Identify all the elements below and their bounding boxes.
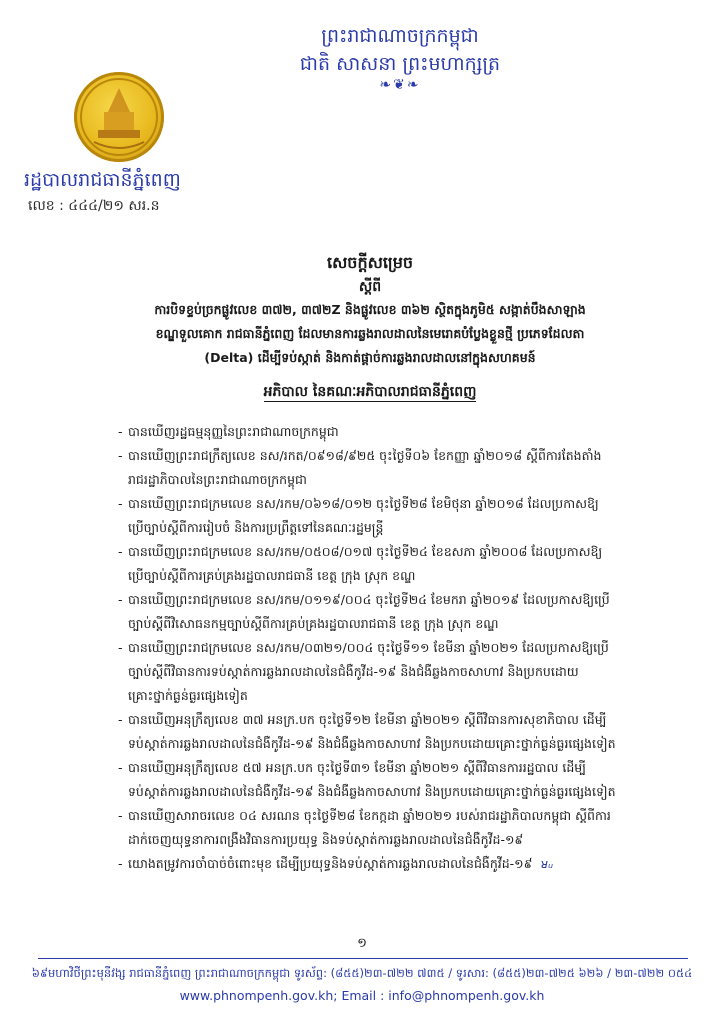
reference-line: បានឃើញព្រះរាជក្រមលេខ នស/រកម/០១១៩/០០៤ ចុះថ្ងៃទី២៤ ខែមករា ឆ្នាំ២០១៩ ដែលប្រកាសឱ្យប្រើ [128, 592, 610, 607]
reference-line: បានឃើញព្រះរាជក្រមលេខ នស/រកម/០៦១៨/០១២ ចុះថ្ងៃទី២៨ ខែមិថុនា ឆ្នាំ២០១៨ ដែលប្រកាសឱ្យ [128, 496, 599, 511]
reference-line: បានឃើញព្រះរាជក្រឹត្យលេខ នស/រកត/០៩១៨/៩២៥ ចុះថ្ងៃទី០៦ ខែកញ្ញា ឆ្នាំ២០១៨ ស្ដីពីការតែងតាំង [128, 448, 602, 463]
reference-item: - បានឃើញព្រះរាជក្រឹត្យលេខ នស/រកត/០៩១៨/៩២៥ ចុះថ្ងៃទី០៦ ខែកញ្ញា ឆ្នាំ២០១៨ ស្ដីពីការតែងតាំង រាជរដ្ឋាភិបាលនៃព្រះរាជាណាចក្រកម្ពុជា [118, 444, 693, 492]
footer-divider [38, 958, 688, 959]
reference-item: - បានឃើញរដ្ឋធម្មនុញ្ញនៃព្រះរាជាណាចក្រកម្ពុជា [118, 420, 693, 444]
reference-line: បានឃើញអនុក្រឹត្យលេខ ៣៧ អនក្រ.បក ចុះថ្ងៃទី១២ ខែមីនា ឆ្នាំ២០២១ ស្ដីពីវិធានការសុខាភិបាល ដើម្បី [128, 712, 607, 727]
reference-label: លេខ : [28, 198, 64, 214]
subject-line: (Delta) ដើម្បីទប់ស្កាត់ និងកាត់ផ្ដាច់ការឆ្លងរាលដាលនៅក្នុងសហគមន៍ [204, 350, 536, 365]
reference-line: បានឃើញសារាចរលេខ ០៤ សរណន ចុះថ្ងៃទី២៨ ខែកក្កដា ឆ្នាំ២០២១ របស់រាជរដ្ឋាភិបាលកម្ពុជា ស្ដីពីការ [128, 808, 611, 823]
subject-line: ខណ្ឌទួលគោក រាជធានីភ្នំពេញ ដែលមានការឆ្លងរាលដាលនៃមេរោគបំប្លែងខ្លួនថ្មី ប្រភេទដែលតា [155, 326, 585, 341]
reference-line: គ្រោះថ្នាក់ធ្ងន់ធ្ងរផ្សេងទៀត [128, 688, 248, 703]
governor-heading [60, 382, 680, 403]
initial-signature-mark: ᴚᵤ [540, 856, 554, 871]
reference-item: - បានឃើញសារាចរលេខ ០៤ សរណន ចុះថ្ងៃទី២៨ ខែកក្កដា ឆ្នាំ២០២១ របស់រាជរដ្ឋាភិបាលកម្ពុជា ស្ដីពីការ ដាក់ចេញយុទ្ធនាការពង្រឹងវិធានការប្រយុទ្ធ និងទប់ស្កាត់ការឆ្លងរាលដាលនៃជំងឺកូវីដ-១៩ [118, 804, 693, 852]
reference-line: ច្បាប់ស្ដីពីវិសោធនកម្មច្បាប់ស្ដីពីការគ្រប់គ្រងរដ្ឋបាលរាជធានី ខេត្ត ក្រុង ស្រុក ខណ្ឌ [128, 616, 499, 631]
kingdom-header [250, 22, 550, 92]
reference-value: ៤៤៤/២១ សរ.ន [68, 198, 160, 214]
reference-line-text: យោងតម្រូវការចាំបាច់ចំពោះមុខ ដើម្បីប្រយុទ្ធនិងទប់ស្កាត់ការឆ្លងរាលដាលនៃជំងឺកូវីដ-១៩ [128, 856, 533, 871]
reference-number [28, 196, 160, 217]
issuer-name: រដ្ឋបាលរាជធានីភ្នំពេញ [24, 169, 181, 191]
footer-web-link[interactable]: www.phnompenh.gov.kh; Email : info@phnompenh.gov.kh [179, 988, 545, 1003]
page-number: ១ [357, 936, 367, 951]
reference-line: រាជរដ្ឋាភិបាលនៃព្រះរាជាណាចក្រកម្ពុជា [128, 472, 307, 487]
reference-item: - បានឃើញព្រះរាជក្រមលេខ នស/រកម/០១១៩/០០៤ ចុះថ្ងៃទី២៤ ខែមករា ឆ្នាំ២០១៩ ដែលប្រកាសឱ្យប្រើ ច្បាប់ស្ដីពីវិសោធនកម្មច្បាប់ស្ដីពីការគ្រប់គ្រងរដ្ឋបាលរាជធានី ខេត្ត ក្រុង ស្រុក ខណ្ឌ [118, 588, 693, 636]
phnom-penh-seal-icon [74, 72, 164, 162]
document-type: សេចក្ដីសម្រេច [326, 253, 413, 272]
reference-line: ប្រើច្បាប់ស្ដីពីការគ្រប់គ្រងរដ្ឋបាលរាជធានី ខេត្ត ក្រុង ស្រុក ខណ្ឌ [128, 568, 416, 583]
national-motto: ជាតិ សាសនា ព្រះមហាក្សត្រ [299, 53, 501, 75]
subject-line: ការបិទខ្ទប់ច្រកផ្លូវលេខ ៣៧២, ៣៧២Z និងផ្លូវលេខ ៣៦២ ស្ថិតក្នុងភូមិ៥ សង្កាត់បឹងសាឡាង [154, 302, 586, 317]
kingdom-title: ព្រះរាជាណាចក្រកម្ពុជា [321, 25, 479, 47]
reference-line: ច្បាប់ស្ដីពីវិធានការទប់ស្កាត់ការឆ្លងរាលដាលនៃជំងឺកូវីដ-១៩ និងជំងឺឆ្លងកាចសាហាវ និងប្រកបដោយ [128, 664, 579, 679]
reference-item: - យោងតម្រូវការចាំបាច់ចំពោះមុខ ដើម្បីប្រយុទ្ធនិងទប់ស្កាត់ការឆ្លងរាលដាលនៃជំងឺកូវីដ-១៩ ᴚᵤ [118, 852, 693, 876]
reference-line: ដាក់ចេញយុទ្ធនាការពង្រឹងវិធានការប្រយុទ្ធ និងទប់ស្កាត់ការឆ្លងរាលដាលនៃជំងឺកូវីដ-១៩ [128, 832, 524, 847]
references-list [118, 420, 693, 876]
reference-line: បានឃើញព្រះរាជក្រមលេខ នស/រកម/០៣២១/០០៤ ចុះថ្ងៃទី១១ ខែមីនា ឆ្នាំ២០២១ ដែលប្រកាសឱ្យប្រើ [128, 640, 609, 655]
reference-line [128, 852, 693, 876]
reference-item: - បានឃើញព្រះរាជក្រមលេខ នស/រកម/០៣២១/០០៤ ចុះថ្ងៃទី១១ ខែមីនា ឆ្នាំ២០២១ ដែលប្រកាសឱ្យប្រើ ច្បាប់ស្ដីពីវិធានការទប់ស្កាត់ការឆ្លងរាលដាលនៃជំងឺកូវីដ-១៩ និងជំងឺឆ្លងកាចសាហាវ និងប្រកបដោយ គ្រោះថ្នាក់ធ្ងន់ធ្ងរផ្សេងទៀត [118, 636, 693, 708]
ornament-divider: ❧❦❧ [379, 77, 421, 93]
reference-line: បានឃើញព្រះរាជក្រមលេខ នស/រកម/០៥០៨/០១៧ ចុះថ្ងៃទី២៤ ខែឧសភា ឆ្នាំ២០០៨ ដែលប្រកាសឱ្យ [128, 544, 603, 559]
reference-item: - បានឃើញព្រះរាជក្រមលេខ នស/រកម/០៥០៨/០១៧ ចុះថ្ងៃទី២៤ ខែឧសភា ឆ្នាំ២០០៨ ដែលប្រកាសឱ្យ ប្រើច្បាប់ស្ដីពីការគ្រប់គ្រងរដ្ឋបាលរាជធានី ខេត្ត ក្រុង ស្រុក ខណ្ឌ [118, 540, 693, 588]
reference-item: - បានឃើញអនុក្រឹត្យលេខ ៣៧ អនក្រ.បក ចុះថ្ងៃទី១២ ខែមីនា ឆ្នាំ២០២១ ស្ដីពីវិធានការសុខាភិបាល ដើម្បី ទប់ស្កាត់ការឆ្លងរាលដាលនៃជំងឺកូវីដ-១៩ និងជំងឺឆ្លងកាចសាហាវ និងប្រកបដោយគ្រោះថ្នាក់ធ្ងន់ធ្ងរផ្សេងទៀត [118, 708, 693, 756]
reference-line: ទប់ស្កាត់ការឆ្លងរាលដាលនៃជំងឺកូវីដ-១៩ និងជំងឺឆ្លងកាចសាហាវ និងប្រកបដោយគ្រោះថ្នាក់ធ្ងន់ធ្ងរផ្សេងទៀត [128, 784, 616, 799]
reference-item: - បានឃើញអនុក្រឹត្យលេខ ៥៧ អនក្រ.បក ចុះថ្ងៃទី៣១ ខែមីនា ឆ្នាំ២០២១ ស្ដីពីវិធានការរដ្ឋបាល ដើម្បី ទប់ស្កាត់ការឆ្លងរាលដាលនៃជំងឺកូវីដ-១៩ និងជំងឺឆ្លងកាចសាហាវ និងប្រកបដោយគ្រោះថ្នាក់ធ្ងន់ធ្ងរផ្សេងទៀត [118, 756, 693, 804]
reference-line: ទប់ស្កាត់ការឆ្លងរាលដាលនៃជំងឺកូវីដ-១៩ និងជំងឺឆ្លងកាចសាហាវ និងប្រកបដោយគ្រោះថ្នាក់ធ្ងន់ធ្ងរផ្សេងទៀត [128, 736, 616, 751]
about-label: ស្ដីពី [358, 279, 382, 295]
governor-heading-text: អភិបាល នៃគណៈអភិបាលរាជធានីភ្នំពេញ [263, 384, 477, 400]
reference-line: បានឃើញអនុក្រឹត្យលេខ ៥៧ អនក្រ.បក ចុះថ្ងៃទី៣១ ខែមីនា ឆ្នាំ២០២១ ស្ដីពីវិធានការរដ្ឋបាល ដើម្បី [128, 760, 586, 775]
reference-line: បានឃើញរដ្ឋធម្មនុញ្ញនៃព្រះរាជាណាចក្រកម្ពុជា [128, 424, 339, 439]
reference-item: - បានឃើញព្រះរាជក្រមលេខ នស/រកម/០៦១៨/០១២ ចុះថ្ងៃទី២៨ ខែមិថុនា ឆ្នាំ២០១៨ ដែលប្រកាសឱ្យ ប្រើច្បាប់ស្ដីពីការរៀបចំ និងការប្រព្រឹត្តទៅនៃគណៈរដ្ឋមន្ត្រី [118, 492, 693, 540]
footer-address: ៦៩មហាវិថីព្រះមុនីវង្ស រាជធានីភ្នំពេញ ព្រះរាជាណាចក្រកម្ពុជា ទូរស័ព្ទ: (៨៥៥)២៣-៧២២ ៧៣៥ / ទូរសារ: (៨៥៥)២៣-៧២៥ ៦២៦ / ២៣-៧២២ ០៥៤ [31, 966, 693, 980]
title-block [60, 250, 680, 370]
reference-line: ប្រើច្បាប់ស្ដីពីការរៀបចំ និងការប្រព្រឹត្តទៅនៃគណៈរដ្ឋមន្ត្រី [128, 520, 384, 535]
